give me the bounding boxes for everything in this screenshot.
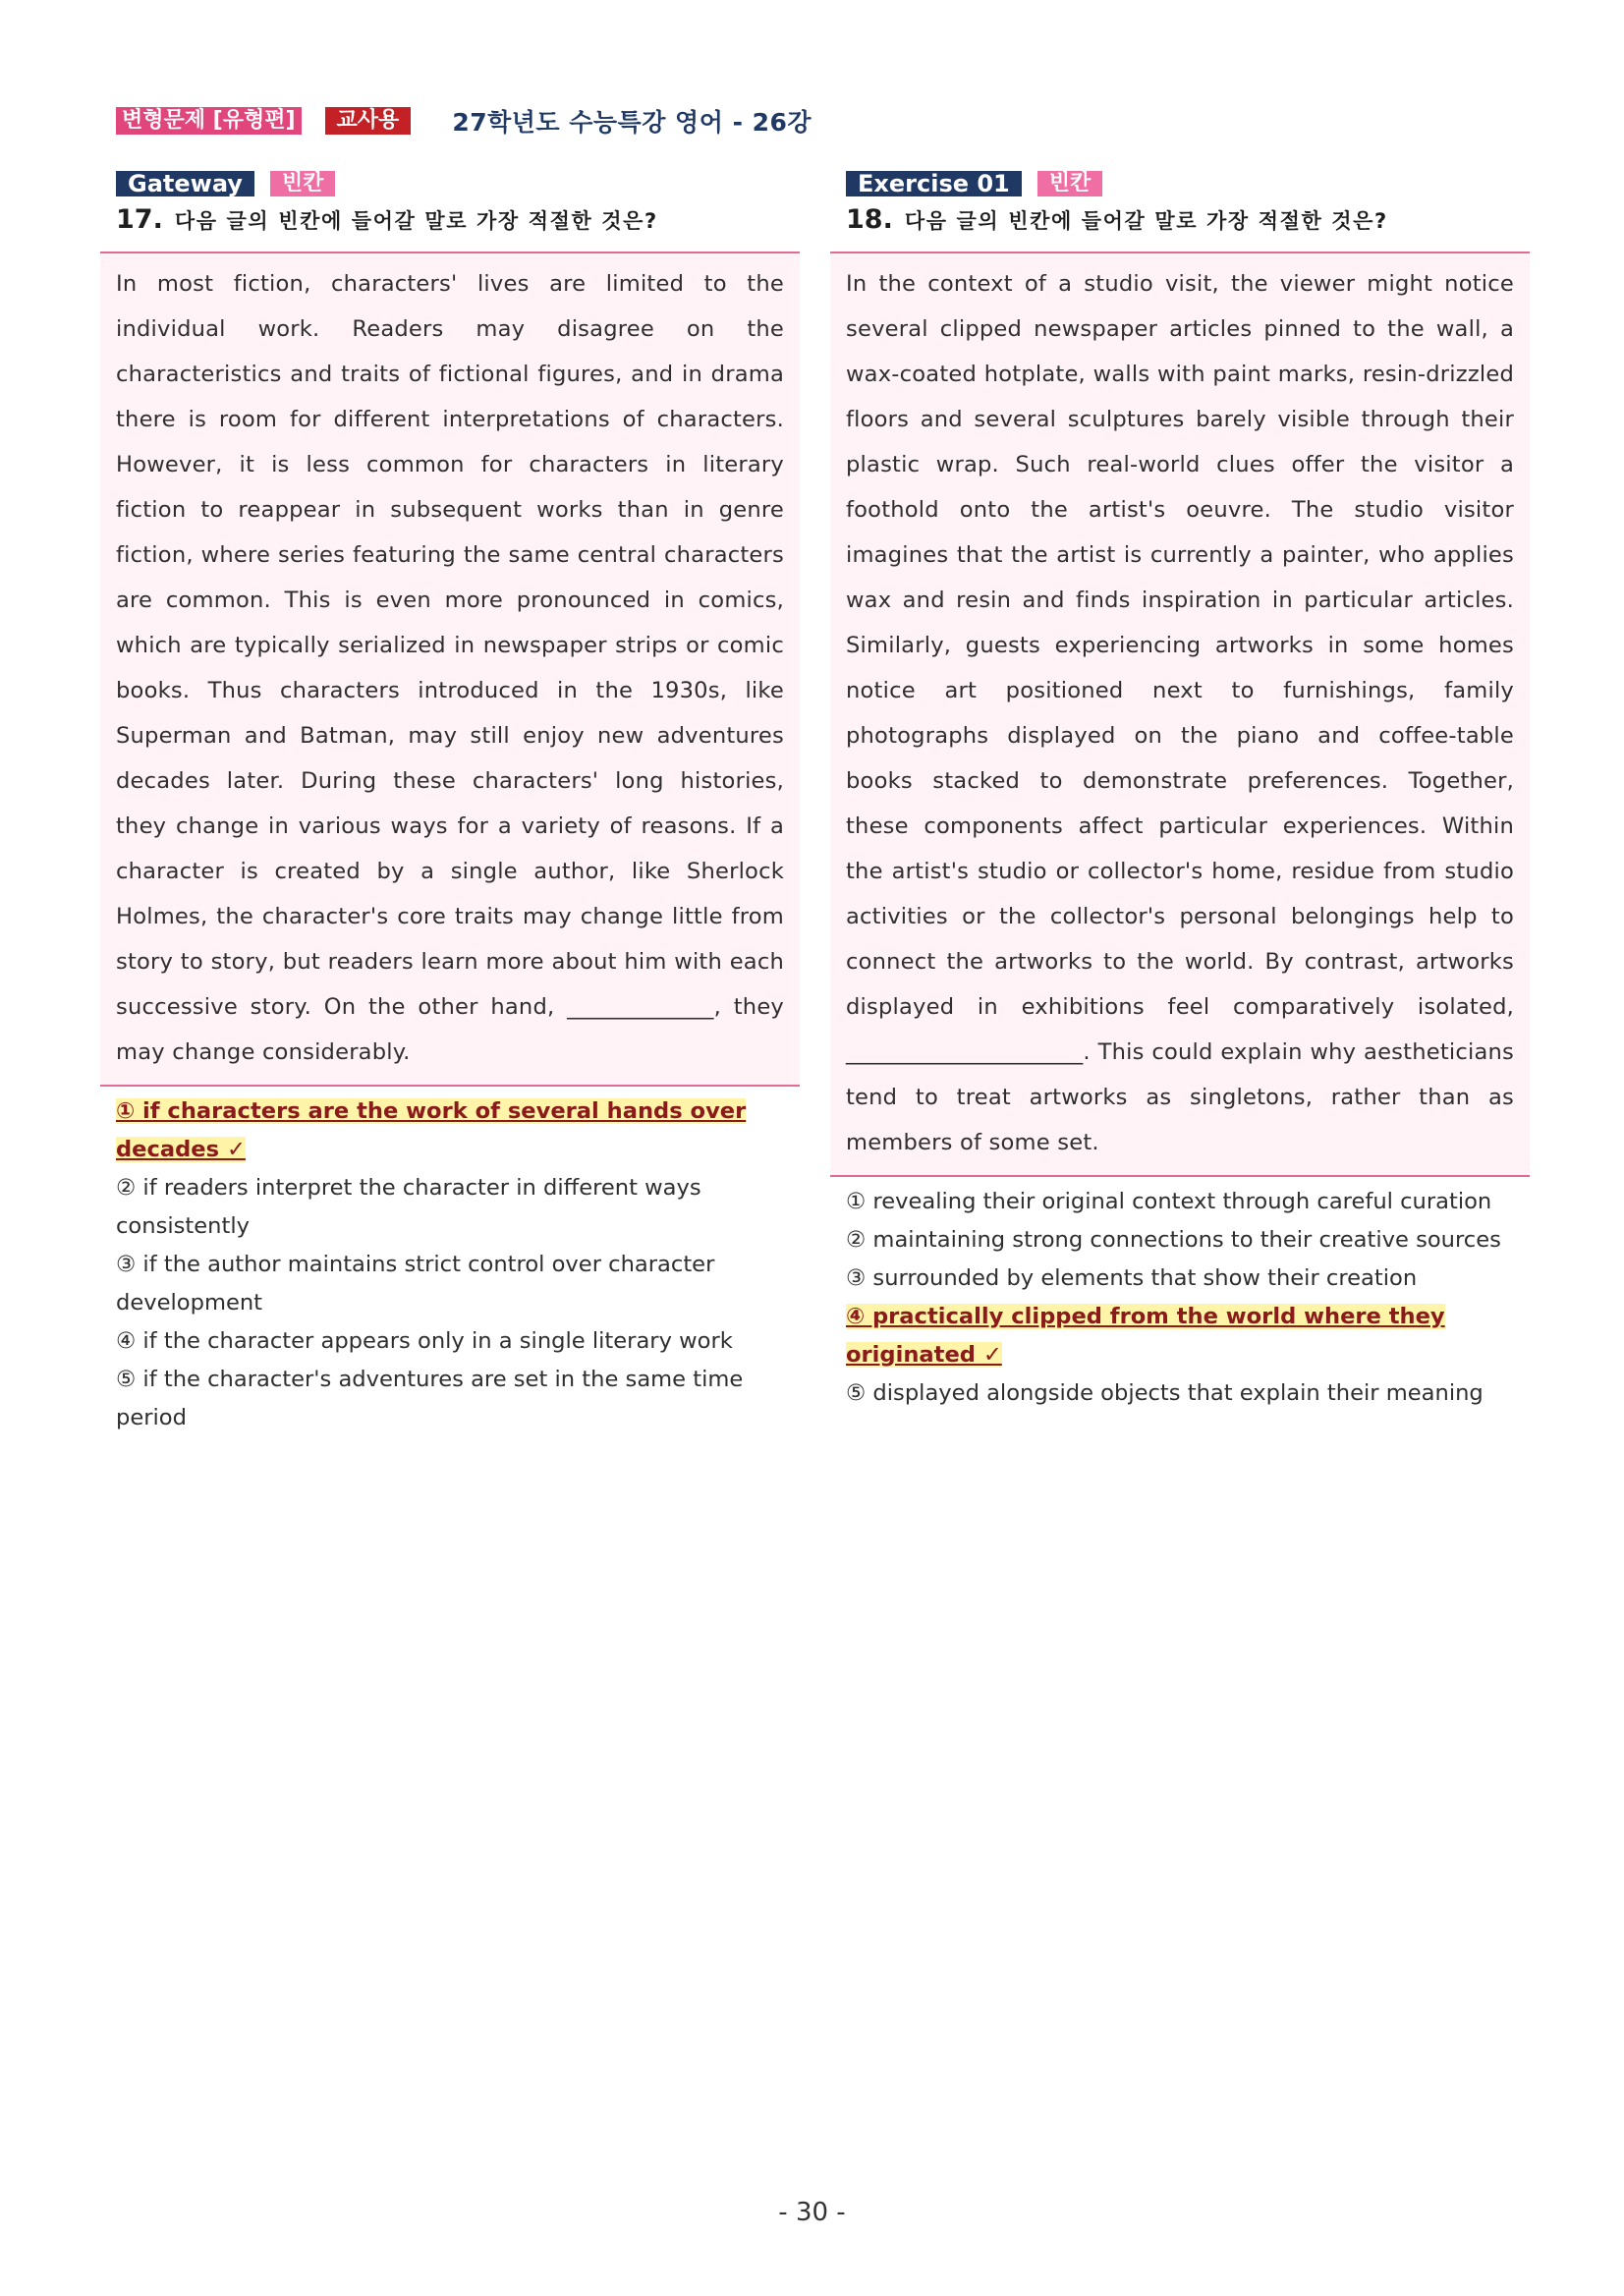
page-header — [116, 106, 812, 136]
choice-3: ③ if the author maintains strict control over character development — [116, 1252, 715, 1316]
passage-box: In most fiction, characters' lives are limited to the individual work. Readers may disagree on the characteristics and traits of fictional figures, and in drama there is room for different interpretations of characters. However, it is less common for characters in literary fiction to reappear in subsequent works than in genre fiction, where series featuring the same central characters are common. This is even more pronounced in comics, which are typically serialized in newspaper strips or comic books. Thus characters introduced in the 1930s, like Superman and Batman, may still enjoy new adventures decades later. During these characters' long histories, they change in various ways for a variety of reasons. If a character is created by a single author, like Sherlock Holmes, the character's core traits may change little from story to story, but readers learn more about him with each successive story. On the other hand, _____________, they may change considerably. — [100, 252, 800, 1087]
question-labels — [100, 171, 800, 196]
section-label: Gateway — [116, 171, 254, 196]
question-number: 18. — [846, 204, 893, 235]
choice-text: ④ practically clipped from the world where they originated ✓ — [846, 1304, 1445, 1368]
answer-choices — [830, 1177, 1530, 1413]
question-type-label: 빈칸 — [1037, 171, 1103, 196]
choice-1-correct — [116, 1092, 784, 1169]
answer-choices — [100, 1087, 800, 1437]
question-prompt: 다음 글의 빈칸에 들어갈 말로 가장 적절한 것은? — [174, 209, 658, 233]
choice-4: ④ if the character appears only in a single literary work — [116, 1328, 733, 1354]
question-17-column — [100, 171, 800, 1437]
teacher-tag: 교사용 — [325, 107, 412, 135]
choice-3: ③ surrounded by elements that show their creation — [846, 1265, 1418, 1291]
passage-box: In the context of a studio visit, the viewer might notice several clipped newspaper articles pinned to the wall, a wax-coated hotplate, walls with paint marks, resin-drizzled floors and several sculptures barely visible through their plastic wrap. Such real-world clues offer the visitor a foothold onto the artist's oeuvre. The studio visitor imagines that the artist is currently a painter, who applies wax and resin and finds inspiration in particular articles. Similarly, guests experiencing artworks in some homes notice art positioned next to furnishings, family photographs displayed on the piano and coffee-table books stacked to demonstrate preferences. Together, these components affect particular experiences. Within the artist's studio or collector's home, residue from studio activities or the collector's personal belongings help to connect the artworks to the world. By contrast, artworks displayed in exhibitions feel comparatively isolated, _____________________. This could explain why aestheticians tend to treat artworks as singletons, rather than as members of some set. — [830, 252, 1530, 1177]
choice-text: ① if characters are the work of several hands over decades ✓ — [116, 1098, 747, 1162]
question-heading — [100, 204, 800, 238]
header-title: 27학년도 수능특강 영어 - 26강 — [452, 108, 812, 137]
question-prompt: 다음 글의 빈칸에 들어갈 말로 가장 적절한 것은? — [904, 209, 1388, 233]
page-number: - 30 - — [778, 2198, 846, 2227]
choice-5: ⑤ if the character's adventures are set in the same time period — [116, 1367, 744, 1430]
section-label: Exercise 01 — [846, 171, 1022, 196]
question-number: 17. — [116, 204, 163, 235]
question-heading — [830, 204, 1530, 238]
choice-5: ⑤ displayed alongside objects that explain their meaning — [846, 1380, 1484, 1406]
choice-2: ② maintaining strong connections to their creative sources — [846, 1227, 1501, 1253]
question-labels — [830, 171, 1530, 196]
choice-2: ② if readers interpret the character in different ways consistently — [116, 1175, 701, 1239]
choice-1: ① revealing their original context through careful curation — [846, 1189, 1492, 1214]
choice-4-correct — [846, 1298, 1514, 1374]
type-tag: 변형문제 [유형편] — [116, 107, 302, 135]
question-18-column — [830, 171, 1530, 1413]
question-type-label: 빈칸 — [270, 171, 336, 196]
